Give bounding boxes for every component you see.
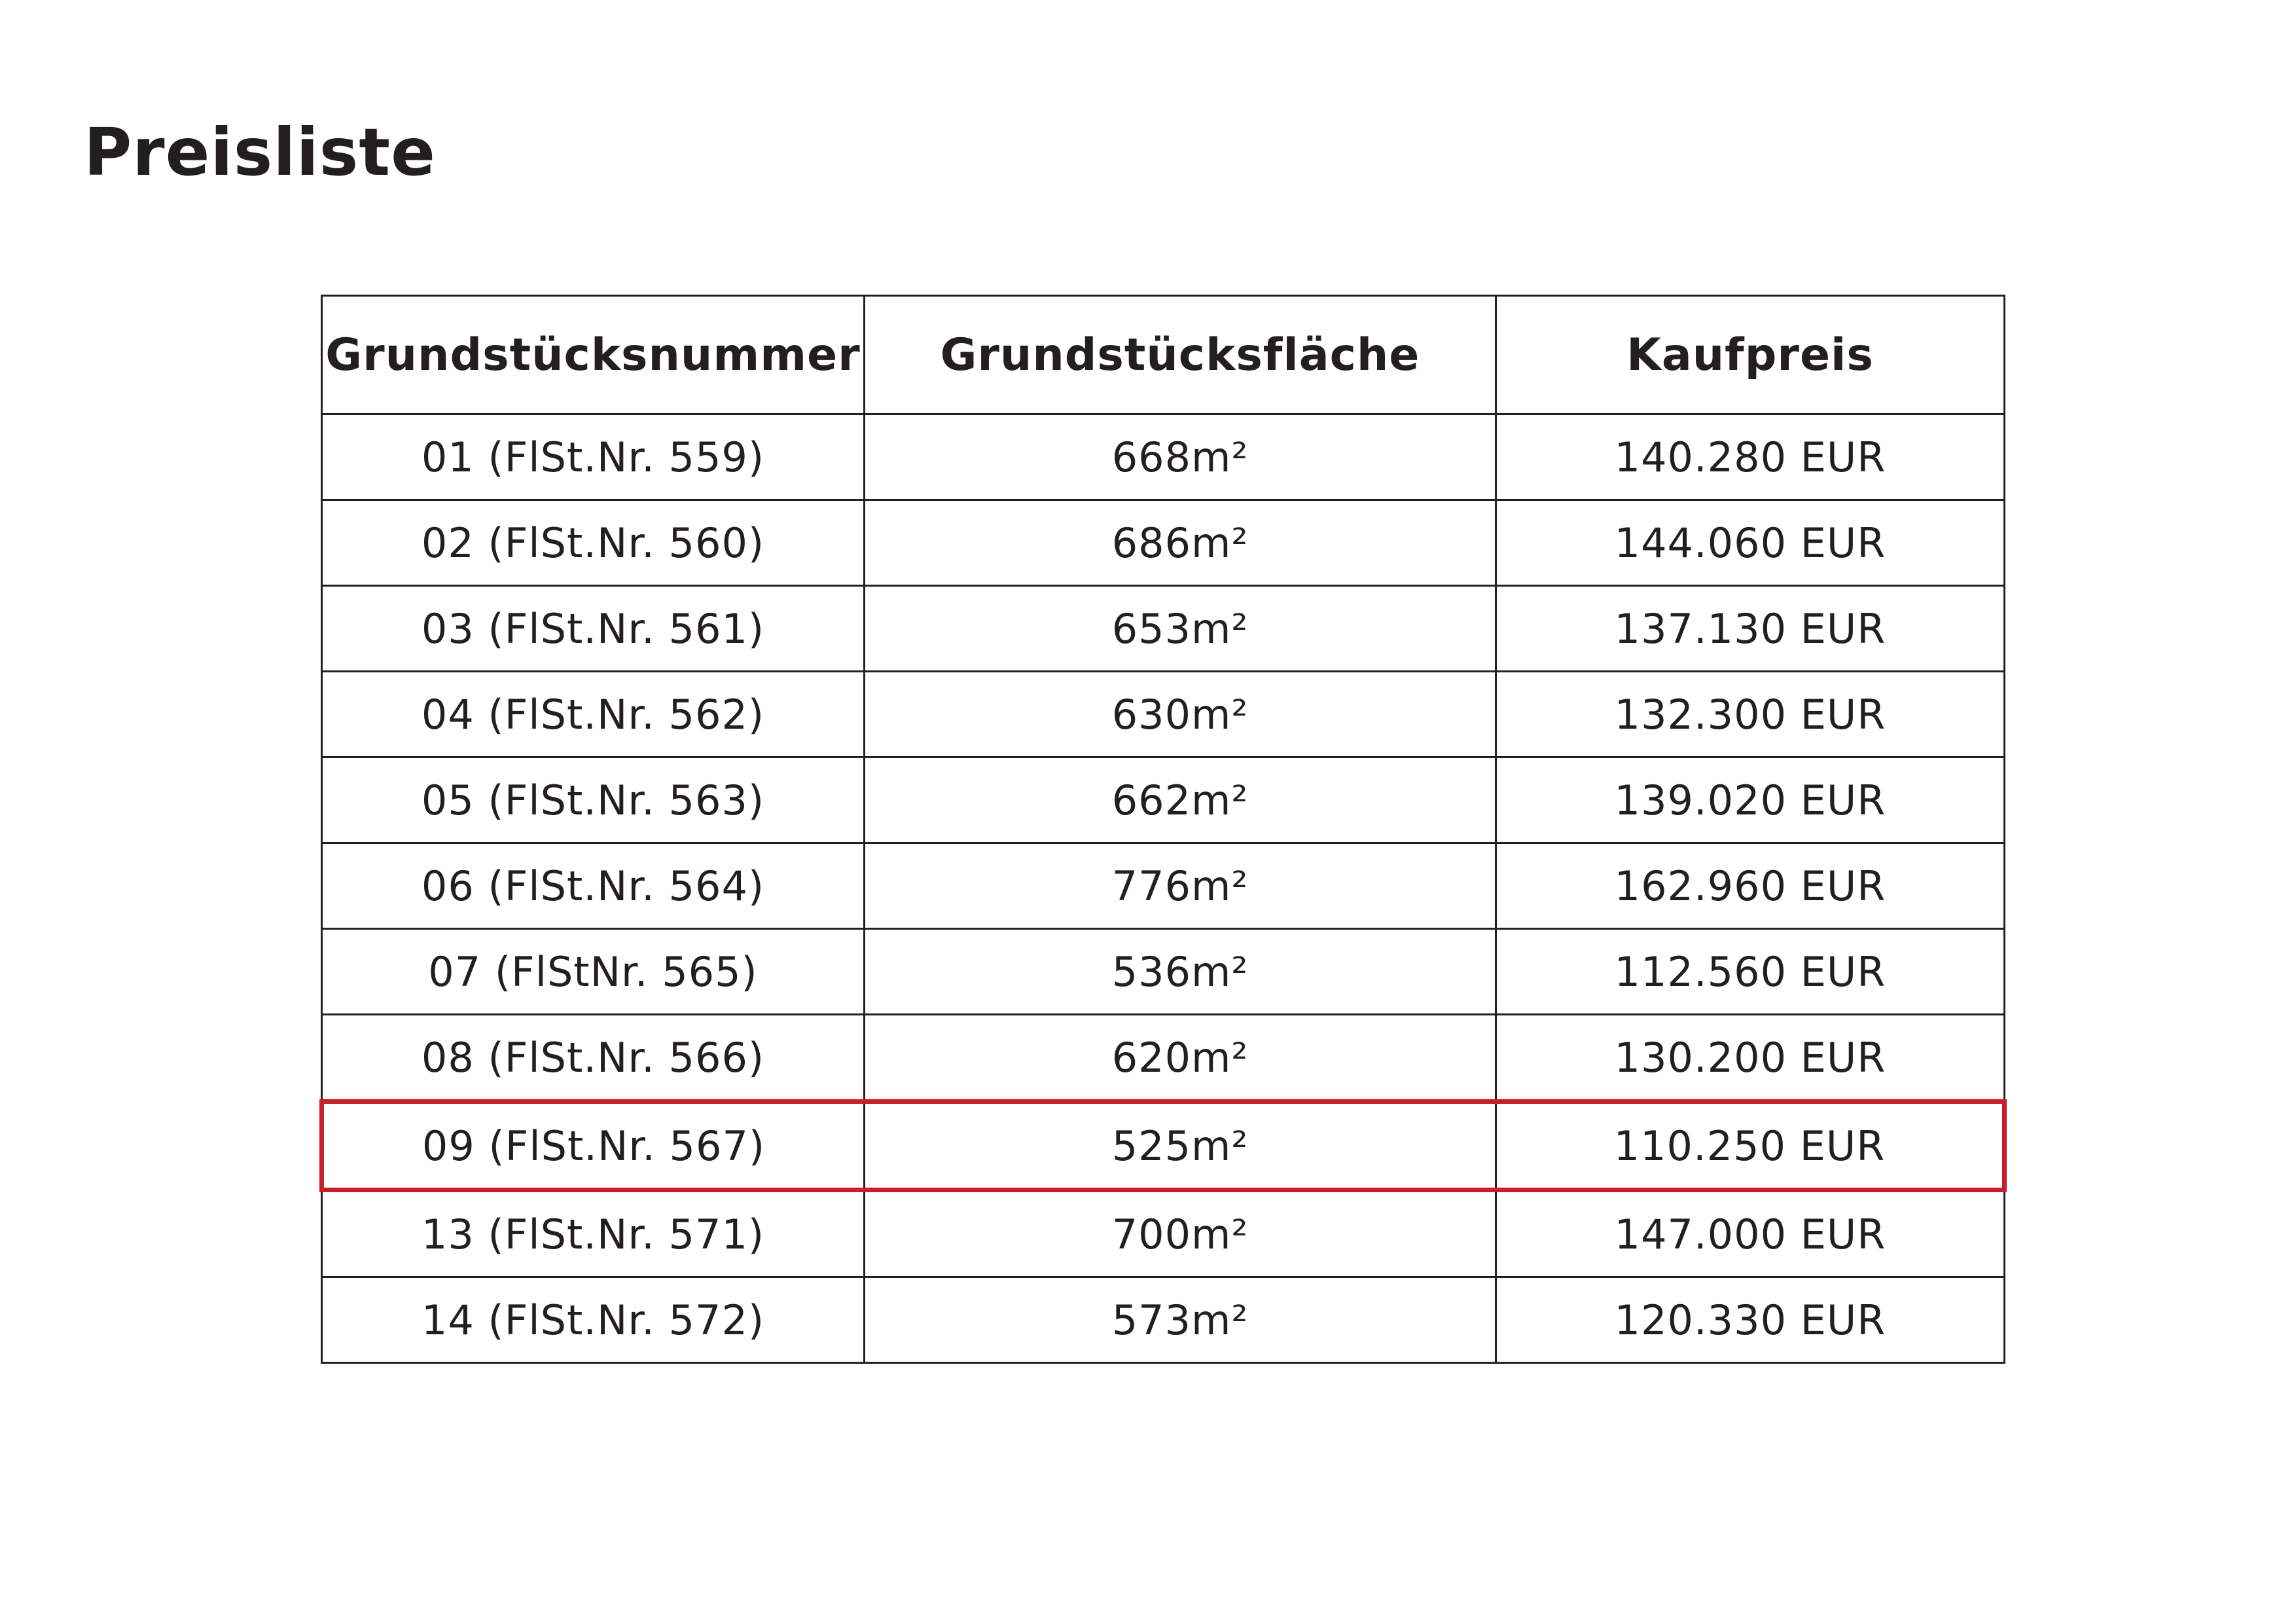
cell-kaufpreis: 140.280 EUR [1496,414,2005,500]
cell-kaufpreis: 137.130 EUR [1496,586,2005,672]
page-title: Preisliste [84,114,436,191]
cell-grundstuecksnummer: 06 (FlSt.Nr. 564) [322,843,865,929]
price-table [319,295,2007,1364]
cell-grundstuecksflaeche: 776m² [865,843,1496,929]
table-row [322,414,2005,500]
table-header-row [322,296,2005,414]
table-row [322,757,2005,843]
cell-grundstuecksnummer: 02 (FlSt.Nr. 560) [322,500,865,586]
cell-grundstuecksnummer: 08 (FlSt.Nr. 566) [322,1015,865,1102]
header-kaufpreis: Kaufpreis [1496,296,2005,414]
cell-kaufpreis: 120.330 EUR [1496,1277,2005,1363]
cell-kaufpreis: 130.200 EUR [1496,1015,2005,1102]
cell-grundstuecksnummer: 04 (FlSt.Nr. 562) [322,672,865,757]
cell-grundstuecksnummer: 05 (FlSt.Nr. 563) [322,757,865,843]
cell-kaufpreis: 147.000 EUR [1496,1190,2005,1277]
cell-grundstuecksflaeche: 686m² [865,500,1496,586]
table-row [322,586,2005,672]
cell-grundstuecksflaeche: 668m² [865,414,1496,500]
cell-grundstuecksflaeche: 536m² [865,929,1496,1015]
cell-grundstuecksflaeche: 620m² [865,1015,1496,1102]
cell-kaufpreis: 112.560 EUR [1496,929,2005,1015]
table-row-highlighted [322,1102,2005,1190]
cell-grundstuecksnummer: 13 (FlSt.Nr. 571) [322,1190,865,1277]
cell-grundstuecksnummer: 09 (FlSt.Nr. 567) [322,1102,865,1190]
cell-kaufpreis: 144.060 EUR [1496,500,2005,586]
cell-grundstuecksflaeche: 573m² [865,1277,1496,1363]
header-grundstuecksflaeche: Grundstücksfläche [865,296,1496,414]
table-row [322,929,2005,1015]
cell-grundstuecksflaeche: 662m² [865,757,1496,843]
header-grundstuecksnummer: Grundstücksnummer [322,296,865,414]
cell-grundstuecksflaeche: 630m² [865,672,1496,757]
cell-kaufpreis: 110.250 EUR [1496,1102,2005,1190]
cell-grundstuecksflaeche: 700m² [865,1190,1496,1277]
cell-grundstuecksnummer: 14 (FlSt.Nr. 572) [322,1277,865,1363]
table-row [322,500,2005,586]
cell-grundstuecksflaeche: 653m² [865,586,1496,672]
cell-kaufpreis: 162.960 EUR [1496,843,2005,929]
table-row [322,1015,2005,1102]
table-row [322,1190,2005,1277]
cell-grundstuecksflaeche: 525m² [865,1102,1496,1190]
cell-kaufpreis: 139.020 EUR [1496,757,2005,843]
cell-grundstuecksnummer: 03 (FlSt.Nr. 561) [322,586,865,672]
cell-grundstuecksnummer: 07 (FlStNr. 565) [322,929,865,1015]
table-row [322,1277,2005,1363]
cell-grundstuecksnummer: 01 (FlSt.Nr. 559) [322,414,865,500]
table-row [322,672,2005,757]
table-row [322,843,2005,929]
cell-kaufpreis: 132.300 EUR [1496,672,2005,757]
